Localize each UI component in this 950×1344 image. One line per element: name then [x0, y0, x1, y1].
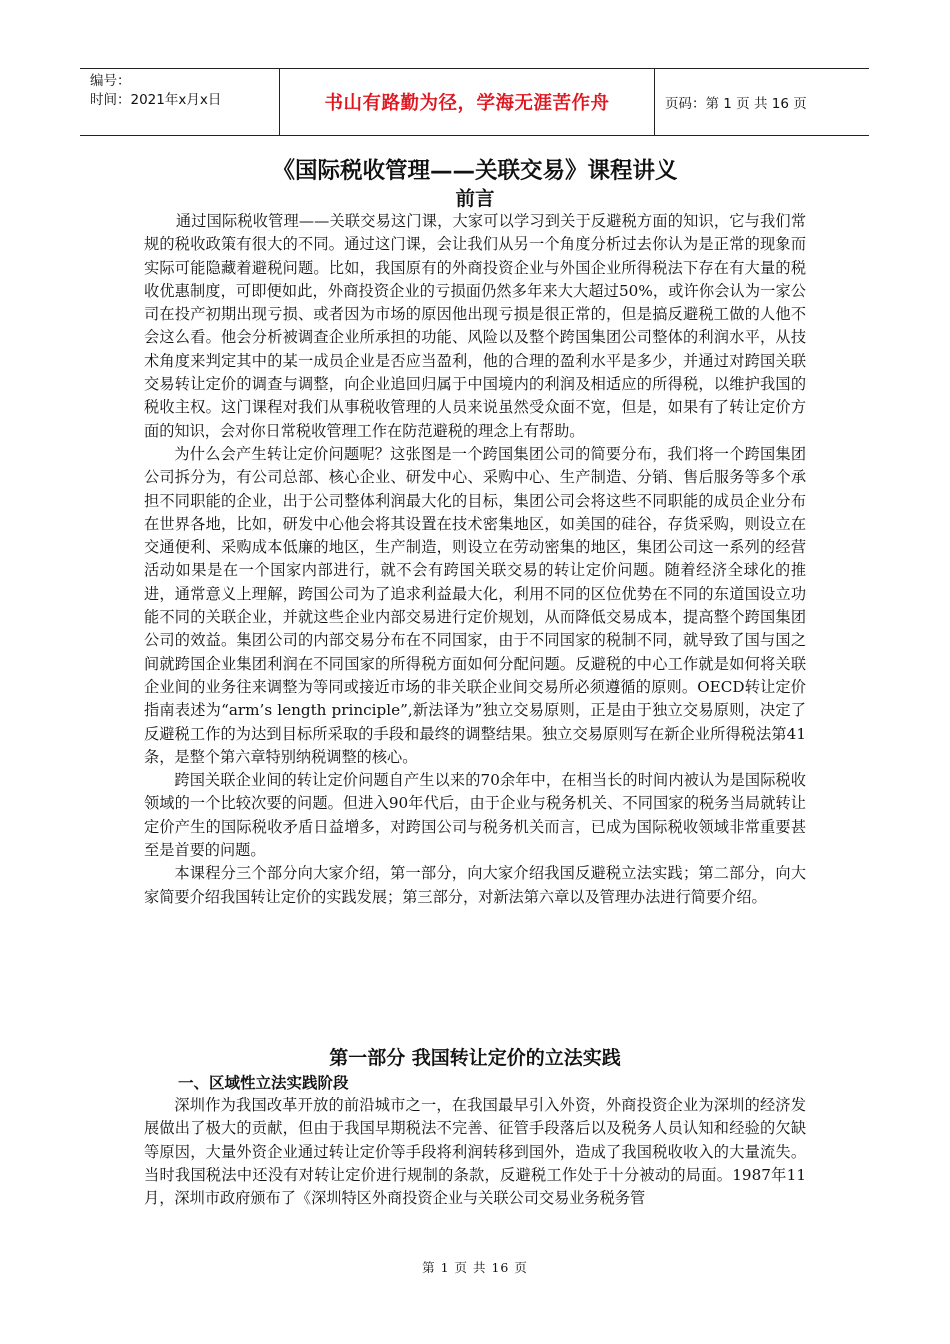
paragraph: 深圳作为我国改革开放的前沿城市之一，在我国最早引入外资，外商投资企业为深圳的经济发展做出了极大的贡献，但由于我国早期税法不完善、征管手段落后以及税务人员认知和经验的欠缺等原因，大量外资企业通过转让定价等手段将利润转移到国外，造成了我国税收收入的大量流失。当时我国税法中还没有对转让定价进行规制的条款，反避税工作处于十分被动的局面。1987年11月，深圳市政府颁布了《深圳特区外商投资企业与关联公司交易业务税务管 — [144, 1096, 806, 1208]
time-label: 时间：2021年x月x日 — [90, 92, 222, 108]
document-title: 《国际税收管理——关联交易》课程讲义 — [272, 158, 678, 184]
preface-body — [144, 210, 806, 909]
paragraph: 通过国际税收管理——关联交易这门课，大家可以学习到关于反避税方面的知识，它与我们常规的税收政策有很大的不同。通过这门课，会让我们从另一个角度分析过去你认为是正常的现象而实际可能隐藏着避税问题。比如，我国原有的外商投资企业与外国企业所得税法下存在有大量的税收优惠制度，可即便如此，外商投资企业的亏损面仍然多年来大大超过50%，或许你会认为一家公司在投产初期出现亏损、或者因为市场的原因他出现亏损是很正常的，但是搞反避税工做的人他不会这么看。他会分析被调查企业所承担的功能、风险以及整个跨国集团公司整体的利润水平，从技术角度来判定其中的某一成员企业是否应当盈利，他的合理的盈利水平是多少，并通过对跨国关联交易转让定价的调查与调整，向企业追回归属于中国境内的利润及相适应的所得税，以维护我国的税收主权。这门课程对我们从事税收管理的人员来说虽然受众面不宽，但是，如果有了转让定价方面的知识，会对你日常税收管理工作在防范避税的理念上有帮助。 — [144, 212, 806, 440]
header-motto: 书山有路勤为径，学海无涯苦作舟 — [280, 69, 655, 135]
page-footer: 第 1 页 共 16 页 — [422, 1260, 528, 1275]
section-heading: 一、区域性立法实践阶段 — [178, 1074, 349, 1092]
header-page-info: 页码：第 1 页 共 16 页 — [665, 96, 807, 112]
number-label: 编号： — [90, 73, 131, 89]
part-one-heading: 第一部分 我国转让定价的立法实践 — [329, 1047, 621, 1069]
section-body — [144, 1094, 806, 1210]
page-header — [80, 68, 869, 136]
preface-heading: 前言 — [455, 187, 495, 210]
paragraph: 跨国关联企业间的转让定价问题自产生以来的70余年中，在相当长的时间内被认为是国际税收领域的一个比较次要的问题。但进入90年代后，由于企业与税务机关、不同国家的税务当局就转让定价产生的国际税收矛盾日益增多，对跨国公司与税务机关而言，已成为国际税收领域非常重要甚至是首要的问题。 — [144, 771, 806, 860]
paragraph: 为什么会产生转让定价问题呢？这张图是一个跨国集团公司的简要分布，我们将一个跨国集团公司拆分为，有公司总部、核心企业、研发中心、采购中心、生产制造、分销、售后服务等多个承担不同职能的企业，出于公司整体利润最大化的目标，集团公司会将这些不同职能的成员企业分布在世界各地，比如，研发中心他会将其设置在技术密集地区，如美国的硅谷，存货采购，则设立在交通便利、采购成本低廉的地区，生产制造，则设立在劳动密集的地区，集团公司这一系列的经营活动如果是在一个国家内部进行，就不会有跨国关联交易的转让定价问题。随着经济全球化的推进，通常意义上理解，跨国公司为了追求利益最大化，利用不同的区位优势在不同的东道国设立功能不同的关联企业，并就这些企业内部交易进行定价规划，从而降低交易成本，提高整个跨国集团公司的效益。集团公司的内部交易分布在不同国家，由于不同国家的税制不同，就导致了国与国之间就跨国企业集团利润在不同国家的所得税方面如何分配问题。反避税的中心工作就是如何将关联企业间的业务往来调整为等同或接近市场的非关联企业间交易所必须遵循的原则。OECD转让定价指南表述为“arm’s length principle”,新法译为”独立交易原则，正是由于独立交易原则，决定了反避税工作的为达到目标所采取的手段和最终的调整结果。独立交易原则写在新企业所得税法第41条，是整个第六章特别纳税调整的核心。 — [144, 444, 806, 766]
header-meta — [80, 69, 280, 135]
paragraph: 本课程分三个部分向大家介绍，第一部分，向大家介绍我国反避税立法实践；第二部分，向大家简要介绍我国转让定价的实践发展；第三部分，对新法第六章以及管理办法进行简要介绍。 — [144, 864, 806, 906]
